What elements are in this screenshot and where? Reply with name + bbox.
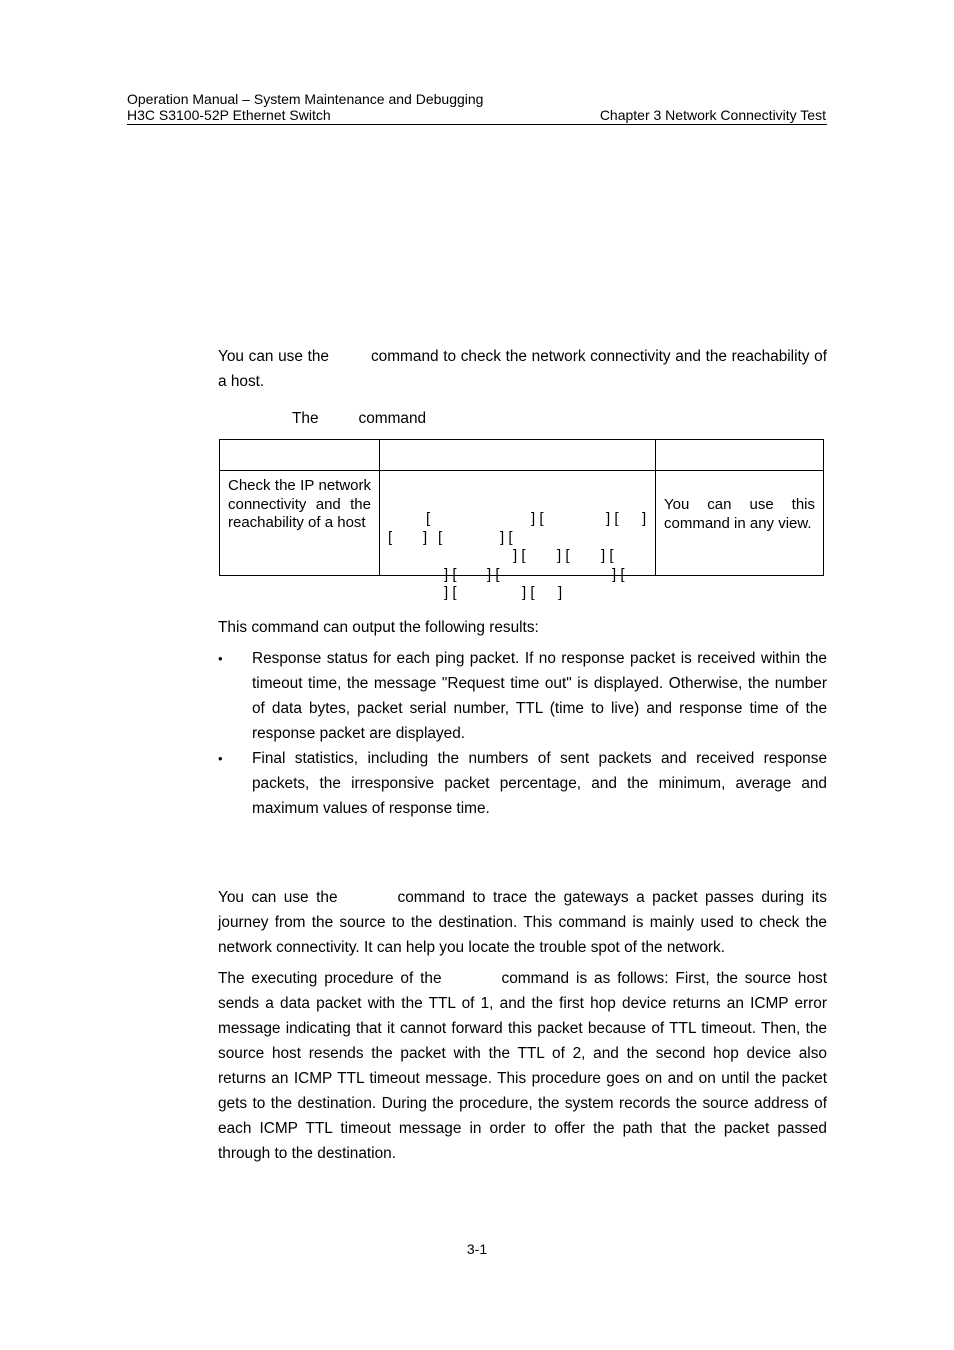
table-header-command xyxy=(380,440,656,471)
command-fragment: ] xyxy=(558,584,563,601)
table-header-remarks xyxy=(656,440,824,471)
table-cell-operation: Check the IP network connectivity and the reachability of a host xyxy=(220,471,380,576)
command-fragment: [ xyxy=(388,529,393,546)
tracert-p1-after: command to trace the gateways a packet passes during its journey from the source to the destination. This command is mainly used to check the network connectivity. It can help you locate the trouble spot of the network. xyxy=(218,889,827,956)
command-fragment: ] [ xyxy=(612,566,625,583)
command-fragment: ] [ xyxy=(444,584,457,601)
command-fragment: ] xyxy=(423,529,428,546)
table-header-row xyxy=(220,440,824,471)
command-fragment: ] [ xyxy=(531,510,544,527)
command-fragment: ] [ xyxy=(513,547,526,564)
command-fragment: [ xyxy=(426,510,431,527)
ping-intro-after: command to check the network connectivity and the reachability of a host. xyxy=(218,348,827,390)
tracert-intro-paragraph xyxy=(218,885,827,960)
tracert-procedure-paragraph xyxy=(218,966,827,1166)
tracert-p2-before: The executing procedure of the xyxy=(218,970,442,987)
table-row xyxy=(220,471,824,576)
tracert-p1-before: You can use the xyxy=(218,889,338,906)
command-fragment: ] [ xyxy=(557,547,570,564)
header-product-name: H3C S3100-52P Ethernet Switch xyxy=(127,107,331,123)
table-caption-command: command xyxy=(358,410,427,427)
results-bullet-list xyxy=(218,646,827,821)
table-header-operation xyxy=(220,440,380,471)
command-fragment: ] [ xyxy=(444,566,457,583)
header-chapter-title: Chapter 3 Network Connectivity Test xyxy=(599,107,826,123)
table-cell-remarks: You can use this command in any view. xyxy=(656,471,824,576)
table-caption-the: The xyxy=(292,410,319,427)
ping-command-table xyxy=(219,439,824,601)
command-fragment: ] [ xyxy=(487,566,500,583)
command-fragment: ] [ xyxy=(500,529,513,546)
command-fragment: ] [ xyxy=(601,547,614,564)
ping-intro-paragraph xyxy=(218,344,827,394)
command-fragment: [ xyxy=(438,529,443,546)
list-item: • Response status for each ping packet. If no response packet is received within the timeout time, the message "Request time out" is displayed. Otherwise, the number of data bytes, packet serial number, TTL (time to live) and response time of the response packet are displayed. xyxy=(218,646,827,746)
command-fragment: ] [ xyxy=(522,584,535,601)
header-rule xyxy=(127,124,827,125)
command-fragment: ] [ xyxy=(606,510,619,527)
table-cell-command xyxy=(380,471,656,601)
list-item: • Final statistics, including the numbers of sent packets and received response packets, the irresponsive packet percentage, and the minimum, average and maximum values of response time. xyxy=(218,746,827,821)
ping-intro-before: You can use the xyxy=(218,348,329,365)
table-caption xyxy=(292,409,426,429)
command-fragment: ] xyxy=(642,510,647,527)
page-number: 3-1 xyxy=(466,1241,488,1257)
tracert-p2-after: command is as follows: First, the source host sends a data packet with the TTL of 1, and the first hop device returns an ICMP error message indicating that it cannot forward this packet because of TTL timeout. Then, the source host resends the packet with the TTL of 2, and the second hop device also returns an ICMP TTL timeout message. This procedure goes on and on until the packet gets to the destination. During the procedure, the system records the source address of each ICMP TTL timeout message in order to offer the path that the packet passed through to the destination. xyxy=(218,970,827,1162)
results-intro: This command can output the following results: xyxy=(218,619,539,636)
header-manual-title: Operation Manual – System Maintenance and Debugging xyxy=(127,91,484,107)
